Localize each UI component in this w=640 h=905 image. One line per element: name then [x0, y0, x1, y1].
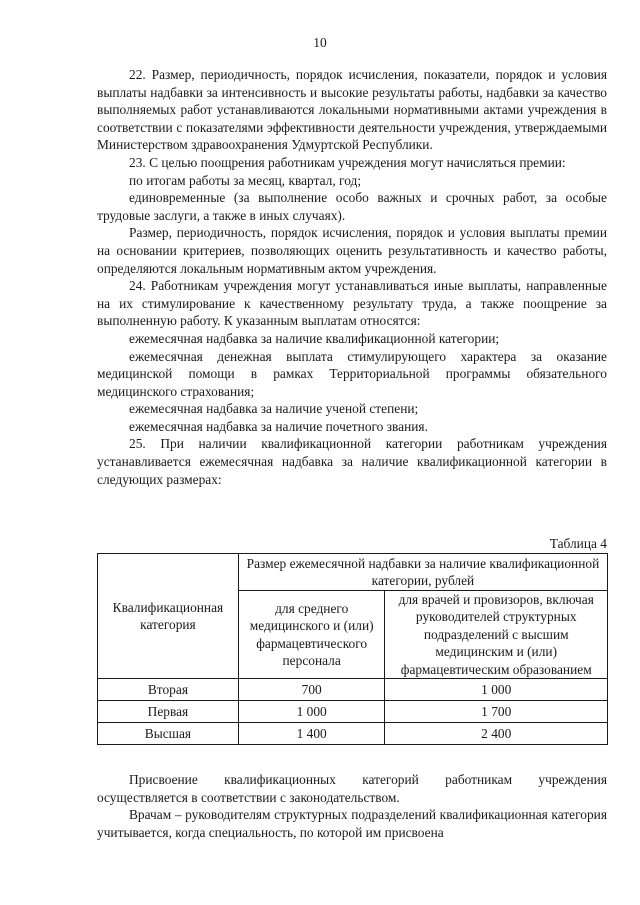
- cell-mid: 1 400: [238, 723, 385, 745]
- cell-mid: 1 000: [238, 701, 385, 723]
- group-header-bonus: Размер ежемесячной надбавки за наличие квалификационной категории, рублей: [238, 554, 607, 591]
- cell-doctors: 2 400: [385, 723, 608, 745]
- col-header-mid-staff: для среднего медицинского и (или) фармацевтического персонала: [238, 591, 385, 679]
- paragraph-22: 22. Размер, периодичность, порядок исчисления, показатели, порядок и условия выплаты надбавки за интенсивность и высокие результаты работы, надбавки за качество выполняемых работ устанавливаются локальными нормативными актами учреждения в соответствии с показателями эффективности деятельности учреждения, утверждаемыми Министерством здравоохранения Удмуртской Республики.: [97, 67, 607, 153]
- paragraph-24: 24. Работникам учреждения могут устанавливаться иные выплаты, направленные на их стимулирование к качественному результату труда, а также поощрение за выполненную работу. К указанным выплатам относятся:: [97, 278, 607, 329]
- paragraph-25: 25. При наличии квалификационной категории работникам учреждения устанавливается ежемесячная надбавка за наличие квалификационной категории в следующих размерах:: [97, 436, 607, 487]
- col-header-doctors: для врачей и провизоров, включая руководителей структурных подразделений с высшим медицинским и (или) фармацевтическим образованием: [385, 591, 608, 679]
- cell-category: Вторая: [98, 679, 239, 701]
- cell-doctors: 1 000: [385, 679, 608, 701]
- paragraph-23: 23. С целью поощрения работникам учреждения могут начисляться премии:: [129, 154, 566, 170]
- paragraph-assignment: Присвоение квалификационных категорий работникам учреждения осуществляется в соответствии с законодательством.: [97, 772, 607, 805]
- col-header-category: Квалификационная категория: [98, 554, 239, 679]
- table-caption: Таблица 4: [549, 536, 607, 551]
- list-item-bonus-onetime: единовременные (за выполнение особо важных и срочных работ, за особые трудовые заслуги, а также в иных случаях).: [97, 190, 607, 223]
- qualification-table: [97, 553, 608, 745]
- paragraph-bonus-size: Размер, периодичность, порядок исчисления, порядок и условия выплаты премии на основании критериев, позволяющих оценить результативность и качество работы, определяются локальным нормативным актом учреждения.: [97, 225, 607, 276]
- cell-category: Первая: [98, 701, 239, 723]
- cell-doctors: 1 700: [385, 701, 608, 723]
- body-text-top: [97, 66, 607, 488]
- list-item-degree: ежемесячная надбавка за наличие ученой степени;: [129, 401, 419, 417]
- list-item-qualification: ежемесячная надбавка за наличие квалификационной категории;: [129, 330, 500, 346]
- list-item-bonus-period: по итогам работы за месяц, квартал, год;: [129, 172, 362, 188]
- body-text-bottom: [97, 771, 607, 841]
- cell-mid: 700: [238, 679, 385, 701]
- table-row: [98, 701, 608, 723]
- table-row: [98, 679, 608, 701]
- cell-category: Высшая: [98, 723, 239, 745]
- page-number: 10: [313, 35, 327, 50]
- list-item-honorary: ежемесячная надбавка за наличие почетного звания.: [129, 418, 428, 434]
- table-row: [98, 723, 608, 745]
- list-item-medical-help: ежемесячная денежная выплата стимулирующего характера за оказание медицинской помощи в рамках Территориальной программы обязательного медицинского страхования;: [97, 348, 607, 399]
- paragraph-heads: Врачам – руководителям структурных подразделений квалификационная категория учитывается, когда специальность, по которой им присвоена: [97, 807, 607, 840]
